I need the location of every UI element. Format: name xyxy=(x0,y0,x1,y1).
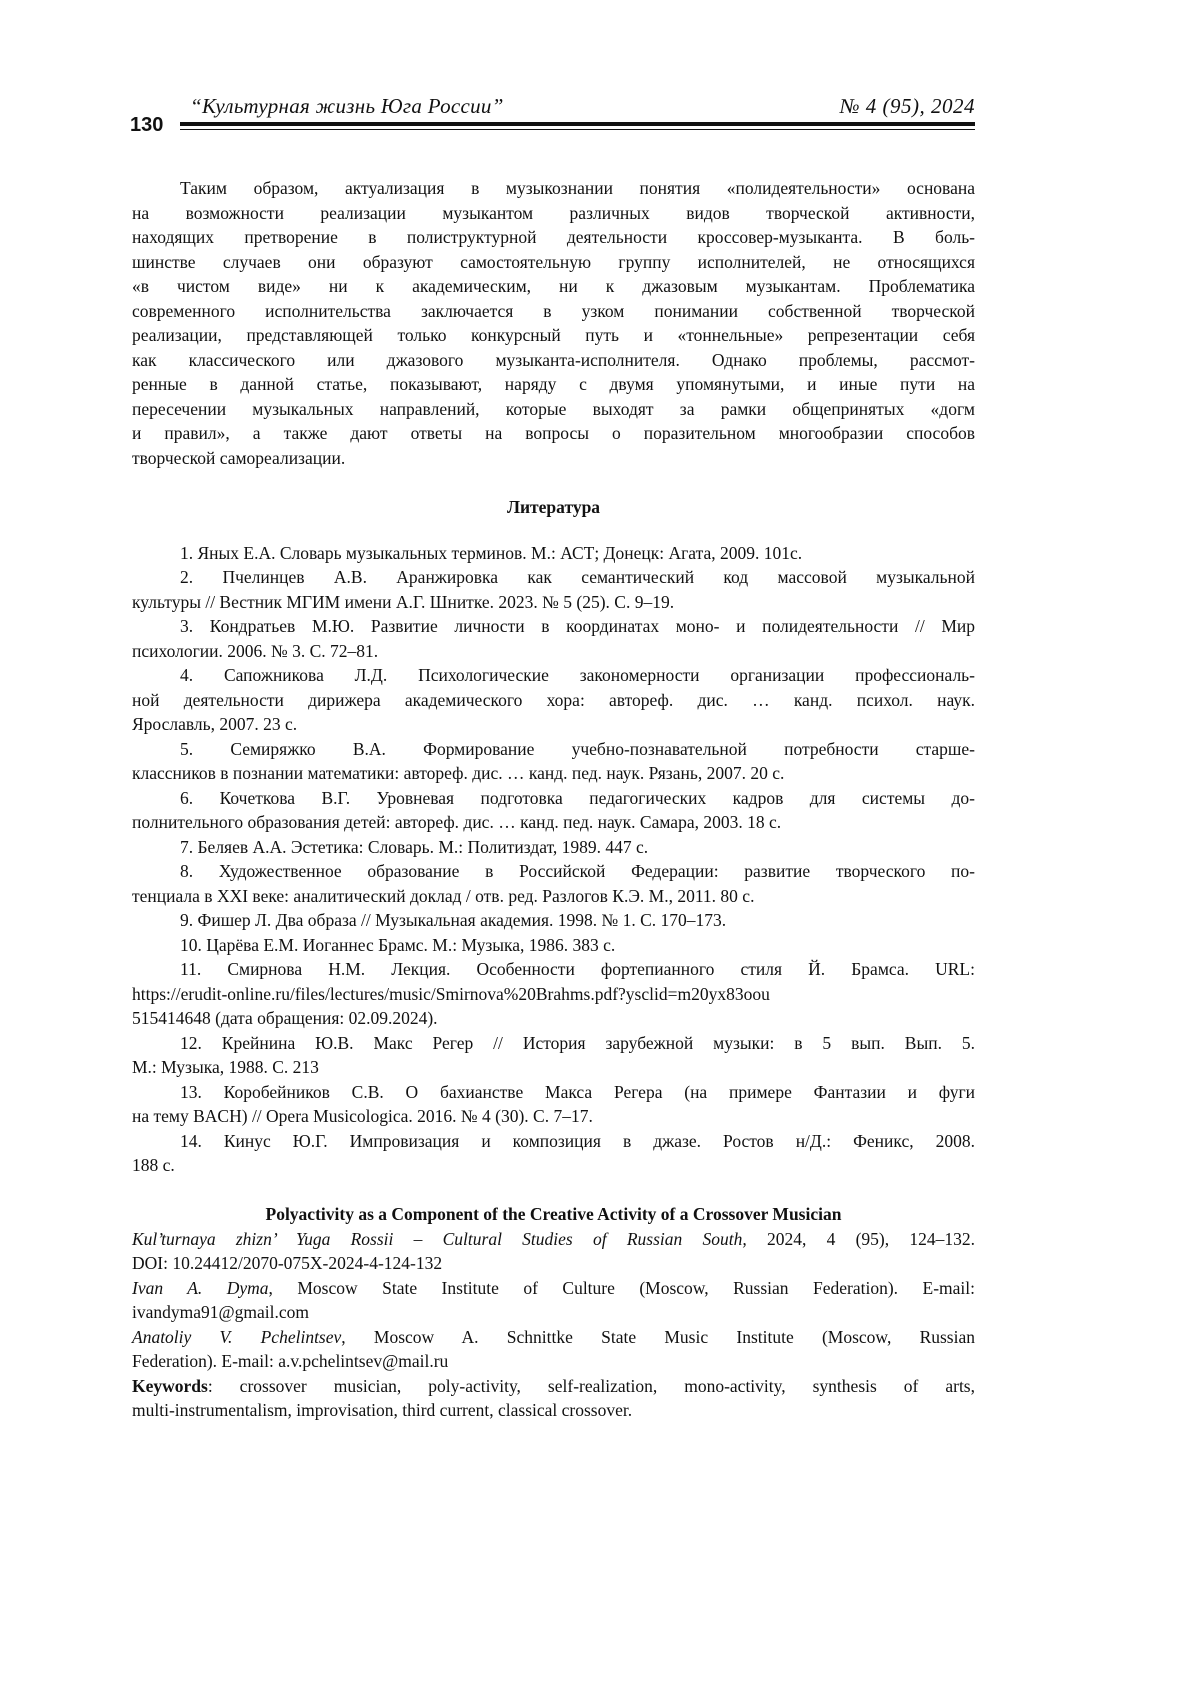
paragraph-line: на возможности реализации музыкантом различных видов творческой активности, xyxy=(132,201,975,226)
reference-item xyxy=(132,835,975,860)
reference-line: культуры // Вестник МГИМ имени А.Г. Шнитке. 2023. № 5 (25). С. 9–19. xyxy=(132,590,975,615)
paragraph-line: шинстве случаев они образуют самостоятельную группу исполнителей, не относящихся xyxy=(132,250,975,275)
journal-title: “Культурная жизнь Юга России” xyxy=(190,94,504,119)
abstract-text: DOI: 10.24412/2070-075X-2024-4-124-132 xyxy=(132,1253,442,1273)
reference-line: https://erudit-online.ru/files/lectures/music/Smirnova%20Brahms.pdf?ysclid=m20yx83oou xyxy=(132,982,975,1007)
header-rule-thin xyxy=(180,129,975,130)
reference-line: М.: Музыка, 1988. С. 213 xyxy=(132,1055,975,1080)
abstract-text: 2024, 4 (95), 124–132. xyxy=(747,1229,975,1249)
reference-line: 6. Кочеткова В.Г. Уровневая подготовка педагогических кадров для системы до- xyxy=(132,786,975,811)
abstract-line xyxy=(132,1276,975,1301)
paragraph-line: творческой самореализации. xyxy=(132,446,975,471)
header-rule xyxy=(180,122,975,126)
abstract-line xyxy=(132,1251,975,1276)
page-content xyxy=(132,176,975,1423)
paragraph-line: «в чистом виде» ни к академическим, ни к джазовым музыкантам. Проблематика xyxy=(132,274,975,299)
reference-line: 188 с. xyxy=(132,1153,975,1178)
reference-item xyxy=(132,786,975,835)
paragraph-line: пересечении музыкальных направлений, которые выходят за рамки общепринятых «догм xyxy=(132,397,975,422)
issue-number: № 4 (95), 2024 xyxy=(840,94,975,119)
paragraph-line: как классического или джазового музыканта-исполнителя. Однако проблемы, рассмот- xyxy=(132,348,975,373)
reference-item xyxy=(132,933,975,958)
paragraph-line: ренные в данной статье, показывают, наряду с двумя упомянутыми, и иные пути на xyxy=(132,372,975,397)
reference-line: 14. Кинус Ю.Г. Импровизация и композиция в джазе. Ростов н/Д.: Феникс, 2008. xyxy=(132,1129,975,1154)
reference-line: 515414648 (дата обращения: 02.09.2024). xyxy=(132,1006,975,1031)
abstract-line xyxy=(132,1300,975,1325)
reference-line: 9. Фишер Л. Два образа // Музыкальная академия. 1998. № 1. С. 170–173. xyxy=(132,908,975,933)
abstract-text: : crossover musician, poly-activity, self-realization, mono-activity, synthesis of arts, xyxy=(208,1376,975,1396)
reference-line: ной деятельности дирижера академического хора: автореф. дис. … канд. психол. наук. xyxy=(132,688,975,713)
paragraph-line: находящих претворение в полиструктурной деятельности кроссовер-музыканта. В боль- xyxy=(132,225,975,250)
english-abstract xyxy=(132,1202,975,1423)
reference-line: классников в познании математики: автореф. дис. … канд. пед. наук. Рязань, 2007. 20 с. xyxy=(132,761,975,786)
reference-item xyxy=(132,957,975,1031)
abstract-text: Keywords xyxy=(132,1376,208,1396)
paragraph-line: современного исполнительства заключается в узком понимании собственной творческой xyxy=(132,299,975,324)
abstract-text: Ivan A. Dyma xyxy=(132,1278,269,1298)
reference-line: 2. Пчелинцев А.В. Аранжировка как семантический код массовой музыкальной xyxy=(132,565,975,590)
paragraph-line: Таким образом, актуализация в музыкознании понятия «полидеятельности» основана xyxy=(132,176,975,201)
paragraph-line: реализации, представляющей только конкурсный путь и «тоннельные» репрезентации себя xyxy=(132,323,975,348)
conclusion-paragraph xyxy=(132,176,975,470)
reference-item xyxy=(132,565,975,614)
reference-item xyxy=(132,859,975,908)
paragraph-line: и правил», а также дают ответы на вопросы о поразительном многообразии способов xyxy=(132,421,975,446)
abstract-line xyxy=(132,1374,975,1399)
reference-item xyxy=(132,614,975,663)
reference-line: на тему BACH) // Opera Musicologica. 2016. № 4 (30). С. 7–17. xyxy=(132,1104,975,1129)
reference-line: 10. Царёва Е.М. Иоганнес Брамс. М.: Музыка, 1986. 383 с. xyxy=(132,933,975,958)
references-heading: Литература xyxy=(132,495,975,520)
reference-line: 13. Коробейников С.В. О бахианстве Макса Регера (на примере Фантазии и фуги xyxy=(132,1080,975,1105)
reference-item xyxy=(132,737,975,786)
references-list xyxy=(132,541,975,1178)
reference-line: 8. Художественное образование в Российской Федерации: развитие творческого по- xyxy=(132,859,975,884)
reference-line: 11. Смирнова Н.М. Лекция. Особенности фортепианного стиля Й. Брамса. URL: xyxy=(132,957,975,982)
abstract-line xyxy=(132,1349,975,1374)
abstract-text: Kul’turnaya zhizn’ Yuga Rossii – Cultural Studies of Russian South, xyxy=(132,1229,747,1249)
abstract-line xyxy=(132,1325,975,1350)
page-number: 130 xyxy=(130,114,163,137)
abstract-text: ivandyma91@gmail.com xyxy=(132,1302,309,1322)
reference-line: 1. Яных Е.А. Словарь музыкальных терминов. М.: АСТ; Донецк: Агата, 2009. 101с. xyxy=(132,541,975,566)
reference-item xyxy=(132,541,975,566)
reference-line: 5. Семиряжко В.А. Формирование учебно-познавательной потребности старше- xyxy=(132,737,975,762)
reference-line: 3. Кондратьев М.Ю. Развитие личности в координатах моно- и полидеятельности // Мир xyxy=(132,614,975,639)
abstract-text: , Moscow A. Schnittke State Music Institute (Moscow, Russian xyxy=(341,1327,975,1347)
abstract-line xyxy=(132,1227,975,1252)
reference-item xyxy=(132,908,975,933)
reference-item xyxy=(132,1031,975,1080)
abstract-line xyxy=(132,1398,975,1423)
reference-line: Ярославль, 2007. 23 с. xyxy=(132,712,975,737)
abstract-text: Federation). E-mail: a.v.pchelintsev@mail.ru xyxy=(132,1351,448,1371)
reference-line: тенциала в XXI веке: аналитический доклад / отв. ред. Разлогов К.Э. М., 2011. 80 с. xyxy=(132,884,975,909)
reference-line: 4. Сапожникова Л.Д. Психологические закономерности организации профессиональ- xyxy=(132,663,975,688)
reference-item xyxy=(132,663,975,737)
reference-line: полнительного образования детей: автореф. дис. … канд. пед. наук. Самара, 2003. 18 с. xyxy=(132,810,975,835)
reference-line: психологии. 2006. № 3. С. 72–81. xyxy=(132,639,975,664)
abstract-text: , Moscow State Institute of Culture (Moscow, Russian Federation). E-mail: xyxy=(269,1278,975,1298)
reference-line: 12. Крейнина Ю.В. Макс Регер // История зарубежной музыки: в 5 вып. Вып. 5. xyxy=(132,1031,975,1056)
english-title: Polyactivity as a Component of the Creative Activity of a Crossover Musician xyxy=(132,1202,975,1227)
reference-line: 7. Беляев А.А. Эстетика: Словарь. М.: Политиздат, 1989. 447 с. xyxy=(132,835,975,860)
reference-item xyxy=(132,1129,975,1178)
abstract-text: multi-instrumentalism, improvisation, third current, classical crossover. xyxy=(132,1400,632,1420)
abstract-text: Anatoliy V. Pchelintsev xyxy=(132,1327,341,1347)
reference-item xyxy=(132,1080,975,1129)
